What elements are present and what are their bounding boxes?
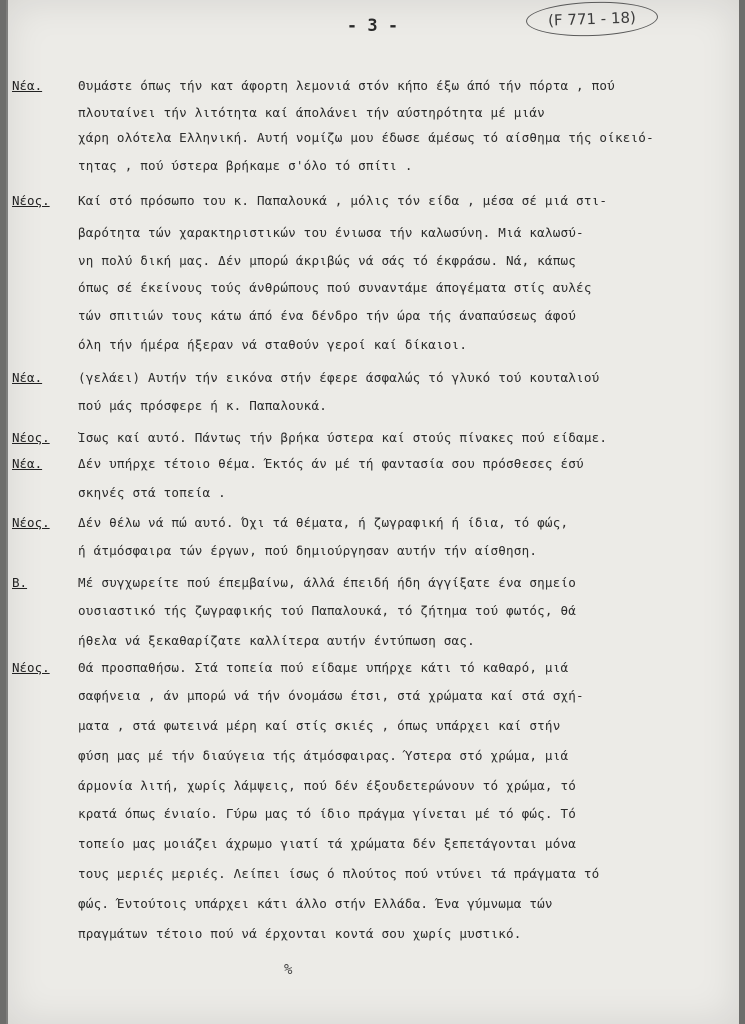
footer-mark: % <box>284 962 293 978</box>
text-line: τών σπιτιών τους κάτω άπό ένα δένδρο τήν ώρα τής άναπαύσεως άφού <box>78 308 577 323</box>
page-number: - 3 - <box>346 16 399 36</box>
text-line: Ίσως καί αυτό. Πάντως τήν βρήκα ύστερα καί στούς πίνακες πού είδαμε. <box>78 430 608 445</box>
text-line: Θυμάστε όπως τήν κατ άφορτη λεμονιά στόν κήπο έξω άπό τήν πόρτα , πού <box>78 78 615 93</box>
text-line: τους μεριές μεριές. Λείπει ίσως ό πλούτος πού ντύνει τά πράγματα τό <box>78 866 600 881</box>
text-line: ήθελα νά ξεκαθαρίζατε καλλίτερα αυτήν έντύπωση σας. <box>78 633 475 648</box>
text-line: ματα , στά φωτεινά μέρη καί στίς σκιές , όπως υπάρχει καί στήν <box>78 718 561 733</box>
text-line: άρμονία λιτή, χωρίς λάμψεις, πού δέν έξουδετερώνουν τό χρώμα, τό <box>78 778 577 793</box>
text-line: σαφήνεια , άν μπορώ νά τήν όνομάσω έτσι, στά χρώματα καί στά σχή- <box>78 688 584 703</box>
text-line: πού μάς πρόσφερε ή κ. Παπαλουκά. <box>78 398 328 413</box>
text-line: φύση μας μέ τήν διαύγεια τής άτμόσφαιρας. Ύστερα στό χρώμα, μιά <box>78 748 569 763</box>
text-line: Δέν υπήρχε τέτοιο θέμα. Έκτός άν μέ τή φαντασία σου πρόσθεσες έσύ <box>78 456 584 471</box>
speaker-label: Νέα. <box>12 78 43 93</box>
text-line: τοπείο μας μοιάζει άχρωμο γιατί τά χρώματα δέν ξεπετάγονται μόνα <box>78 836 577 851</box>
speaker-label: Νέος. <box>12 193 50 208</box>
speaker-label: Νέος. <box>12 515 50 530</box>
speaker-label: Β. <box>12 575 28 590</box>
speaker-label: Νέος. <box>12 660 50 675</box>
binding-edge <box>6 0 8 1024</box>
text-line: Θά προσπαθήσω. Στά τοπεία πού είδαμε υπήρχε κάτι τό καθαρό, μιά <box>78 660 569 675</box>
text-line: Καί στό πρόσωπο του κ. Παπαλουκά , μόλις τόν είδα , μέσα σέ μιά στι- <box>78 193 608 208</box>
archive-reference-stamp: (F 771 - 18) <box>525 0 658 38</box>
text-line: τητας , πού ύστερα βρήκαμε σ'όλο τό σπίτι . <box>78 158 413 173</box>
text-line: ή άτμόσφαιρα τών έργων, πού δημιούργησαν αυτήν τήν αίσθηση. <box>78 543 538 558</box>
text-line: κρατά όπως ένιαίο. Γύρω μας τό ίδιο πράγμα γίνεται μέ τό φώς. Τό <box>78 806 577 821</box>
text-line: πλουταίνει τήν λιτότητα καί άπολάνει τήν αύστηρότητα μέ μιάν <box>78 105 545 120</box>
text-line: όπως σέ έκείνους τούς άνθρώπους πού συναντάμε άπογέματα στίς αυλές <box>78 280 592 295</box>
text-line: πραγμάτων τέτοιο πού νά έρχονται κοντά σου χωρίς μυστικό. <box>78 926 522 941</box>
text-line: Δέν θέλω νά πώ αυτό. Όχι τά θέματα, ή ζωγραφική ή ίδια, τό φώς, <box>78 515 569 530</box>
speaker-label: Νέα. <box>12 370 43 385</box>
text-line: βαρότητα τών χαρακτηριστικών του ένιωσα τήν καλωσύνη. Μιά καλωσύ- <box>78 225 584 240</box>
text-line: (γελάει) Αυτήν τήν εικόνα στήν έφερε άσφαλώς τό γλυκό τού κουταλιού <box>78 370 600 385</box>
speaker-label: Νέα. <box>12 456 43 471</box>
text-line: όλη τήν ήμέρα ήξεραν νά σταθούν γεροί καί δίκαιοι. <box>78 337 468 352</box>
text-line: χάρη ολότελα Ελληνική. Αυτή νομίζω μου έδωσε άμέσως τό αίσθημα τής οίκειό- <box>78 130 654 145</box>
text-line: ουσιαστικό τής ζωγραφικής τού Παπαλουκά, τό ζήτημα τού φωτός, θά <box>78 603 577 618</box>
speaker-label: Νέος. <box>12 430 50 445</box>
text-line: σκηνές στά τοπεία . <box>78 485 226 500</box>
text-line: φώς. Έντούτοις υπάρχει κάτι άλλο στήν Ελλάδα. Ένα γύμνωμα τών <box>78 896 553 911</box>
text-line: Μέ συγχωρείτε πού έπεμβαίνω, άλλά έπειδή ήδη άγγίξατε ένα σημείο <box>78 575 577 590</box>
text-line: νη πολύ δική μας. Δέν μπορώ άκριβώς νά σάς τό έκφράσω. Νά, κάπως <box>78 253 577 268</box>
